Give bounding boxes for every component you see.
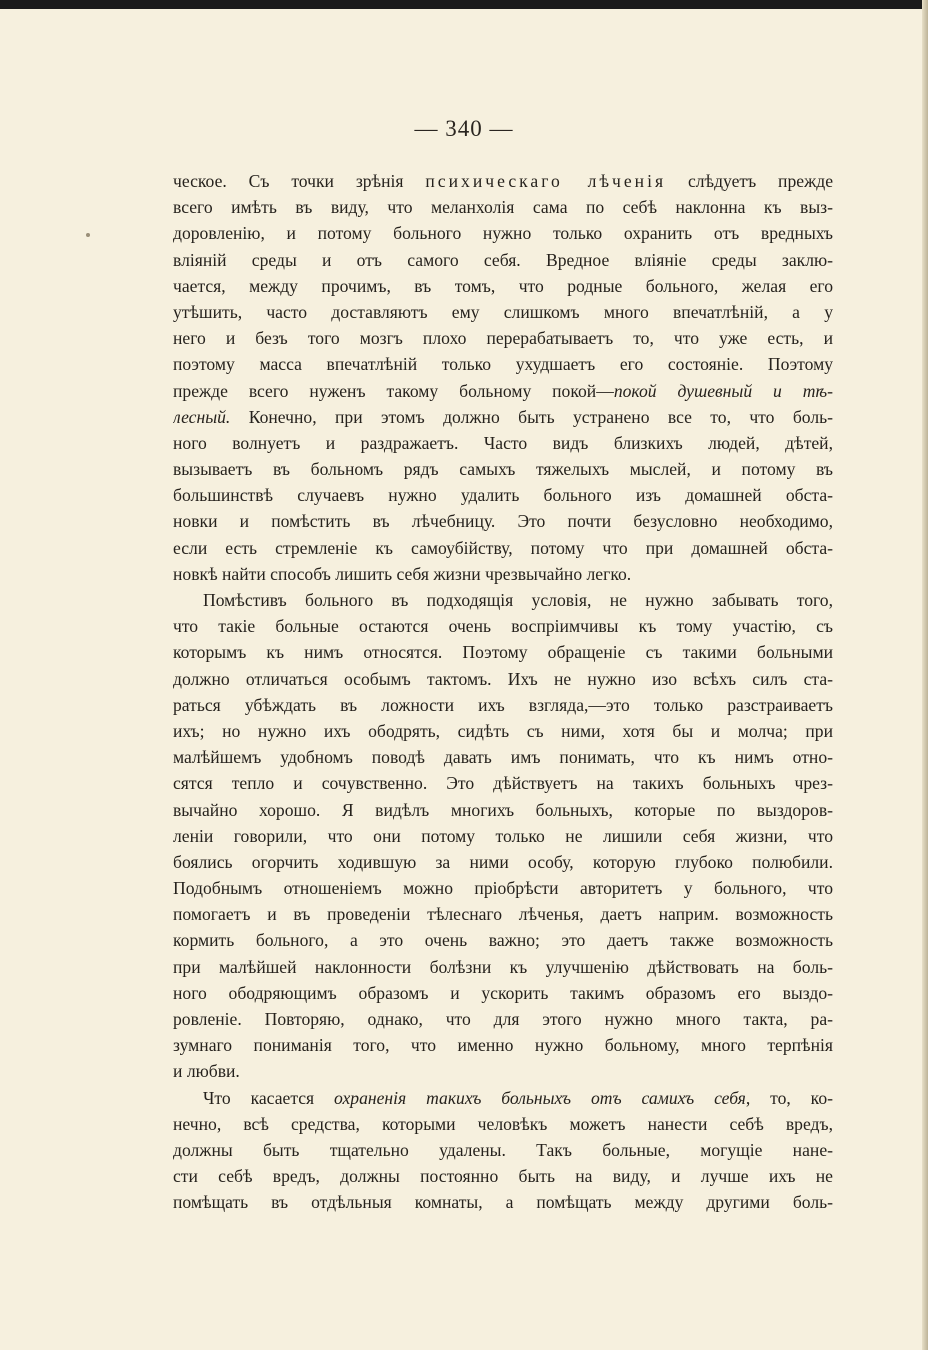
- text-segment: и любви.: [173, 1061, 240, 1082]
- text-line: [173, 299, 833, 325]
- text-line: [173, 666, 833, 692]
- text-line: [173, 718, 833, 744]
- text-segment: ного волнуетъ и раздражаетъ. Часто видъ близкихъ людей, дѣтей,: [173, 432, 833, 453]
- text-segment: ного ободряющимъ образомъ и ускорить такимъ образомъ его выздо-: [173, 982, 833, 1003]
- text-line: [173, 849, 833, 875]
- text-line: [173, 561, 833, 587]
- text-segment: слѣдуетъ прежде: [666, 171, 833, 191]
- text-segment: большинствѣ случаевъ нужно удалить больного изъ домашней обста-: [173, 485, 833, 506]
- margin-speck: [86, 233, 90, 237]
- text-line: [173, 273, 833, 299]
- italic-text: лесный.: [173, 406, 231, 427]
- spaced-text: психическаго лѣченія: [425, 171, 667, 191]
- text-line: [173, 1085, 833, 1111]
- scan-edge-bar: [0, 0, 928, 9]
- text-segment: если есть стремленіе къ самоубійству, потому что при домашней обста-: [173, 537, 833, 558]
- text-line: [173, 639, 833, 665]
- text-line: [173, 1006, 833, 1032]
- text-line: [173, 823, 833, 849]
- text-line: [173, 875, 833, 901]
- text-segment: ровленіе. Повторяю, однако, что для этого нужно много такта, ра-: [173, 1009, 833, 1029]
- text-line: [173, 220, 833, 246]
- text-line: [173, 168, 833, 194]
- text-segment: прежде всего нуженъ такому больному покой—: [173, 380, 614, 401]
- text-segment: поэтому масса впечатлѣній только ухудшаетъ его состояніе. Поэтому: [173, 354, 833, 375]
- text-segment: доровленію, и потому больного нужно только охранить отъ вредныхъ: [173, 223, 833, 244]
- text-segment: боялись огорчить ходившую за ними особу, которую глубоко полюбили.: [173, 851, 833, 872]
- text-segment: Подобнымъ отношеніемъ можно пріобрѣсти авторитетъ у больного, что: [173, 878, 833, 899]
- text-line: [173, 535, 833, 561]
- body-text: [173, 168, 833, 1216]
- italic-text: покой душевный и тѣ-: [613, 380, 833, 401]
- italic-text: охраненія такихъ больныхъ отъ самихъ себя: [334, 1087, 746, 1108]
- text-segment: раться убѣждать въ ложности ихъ взгляда,—это только разстраиваетъ: [173, 694, 833, 715]
- text-segment: вычайно хорошо. Я видѣлъ многихъ больныхъ, которые по выздоров-: [173, 799, 833, 820]
- text-segment: вліяній среды и отъ самого себя. Вредное вліяніе среды заклю-: [173, 249, 833, 270]
- text-segment: чается, между прочимъ, въ томъ, что родные больного, желая его: [173, 275, 833, 296]
- text-segment: утѣшить, часто доставляютъ ему слишкомъ много впечатлѣній, а у: [173, 301, 833, 322]
- text-segment: новки и помѣстить въ лѣчебницу. Это почти безусловно необходимо,: [173, 511, 833, 532]
- text-segment: Что касается: [203, 1087, 335, 1108]
- text-line: [173, 378, 833, 404]
- text-segment: должно отличаться особымъ тактомъ. Ихъ не нужно изо всѣхъ силъ ста-: [173, 668, 833, 689]
- text-line: [173, 194, 833, 220]
- text-line: [173, 508, 833, 534]
- text-line: [173, 797, 833, 823]
- text-segment: которымъ къ нимъ относятся. Поэтому обращеніе съ такими больными: [173, 642, 833, 663]
- text-segment: , то, ко-: [745, 1087, 833, 1108]
- text-segment: всего имѣть въ виду, что меланхолія сама по себѣ наклонна къ выз-: [173, 197, 833, 218]
- text-segment: новкѣ найти способъ лишить себя жизни чрезвычайно легко.: [173, 563, 632, 584]
- text-segment: ческое. Съ точки зрѣнія: [173, 171, 426, 191]
- text-line: [173, 1137, 833, 1163]
- text-line: [173, 325, 833, 351]
- text-line: [173, 482, 833, 508]
- text-segment: сятся тепло и сочувственно. Это дѣйствуетъ на такихъ больныхъ чрез-: [173, 773, 833, 794]
- text-segment: нечно, всѣ средства, которыми человѣкъ можетъ нанести себѣ вредъ,: [173, 1113, 833, 1134]
- text-segment: зумнаго пониманія того, что именно нужно больному, много терпѣнія: [173, 1035, 833, 1056]
- text-line: [173, 744, 833, 770]
- text-segment: малѣйшемъ удобномъ поводѣ давать имъ понимать, что къ нимъ отно-: [173, 747, 833, 768]
- page-right-edge: [922, 0, 928, 1350]
- text-line: [173, 770, 833, 796]
- text-line: [173, 1189, 833, 1215]
- text-segment: кормить больного, а это очень важно; это даетъ также возможность: [173, 930, 833, 951]
- text-segment: помѣщать въ отдѣльныя комнаты, а помѣщать между другими боль-: [173, 1192, 833, 1213]
- text-line: [173, 613, 833, 639]
- text-line: [173, 404, 833, 430]
- text-line: [173, 456, 833, 482]
- text-line: [173, 980, 833, 1006]
- text-line: [173, 1058, 833, 1084]
- text-segment: при малѣйшей наклонности болѣзни къ улучшенію дѣйствовать на боль-: [173, 956, 833, 977]
- text-segment: ихъ; но нужно ихъ ободрять, сидѣть съ ними, хотя бы и молча; при: [173, 720, 833, 741]
- text-segment: вызываетъ въ больномъ рядъ самыхъ тяжелыхъ мыслей, и потому въ: [173, 459, 833, 480]
- text-segment: него и безъ того мозгъ плохо перерабатываетъ то, что уже есть, и: [173, 328, 833, 349]
- text-line: [173, 954, 833, 980]
- page-number: — 340 —: [414, 116, 514, 141]
- text-segment: что такіе больные остаются очень воспріимчивы къ тому участію, съ: [173, 616, 833, 637]
- text-line: [173, 1111, 833, 1137]
- text-segment: Конечно, при этомъ должно быть устранено все то, что боль-: [230, 406, 833, 427]
- text-segment: помогаетъ и въ проведеніи тѣлеснаго лѣченья, даетъ наприм. возможность: [173, 904, 833, 925]
- text-segment: сти себѣ вредъ, должны постоянно быть на виду, и лучше ихъ не: [173, 1166, 833, 1187]
- text-line: [173, 1032, 833, 1058]
- text-segment: Помѣстивъ больного въ подходящія условія, не нужно забывать того,: [203, 590, 833, 610]
- text-line: [173, 1163, 833, 1189]
- text-line: [173, 351, 833, 377]
- text-line: [173, 587, 833, 613]
- text-segment: должны быть тщательно удалены. Такъ больные, могущіе нане-: [173, 1139, 833, 1160]
- text-line: [173, 692, 833, 718]
- text-line: [173, 247, 833, 273]
- text-line: [173, 901, 833, 927]
- text-segment: леніи говорили, что они потому только не лишили себя жизни, что: [173, 825, 833, 846]
- text-line: [173, 927, 833, 953]
- text-line: [173, 430, 833, 456]
